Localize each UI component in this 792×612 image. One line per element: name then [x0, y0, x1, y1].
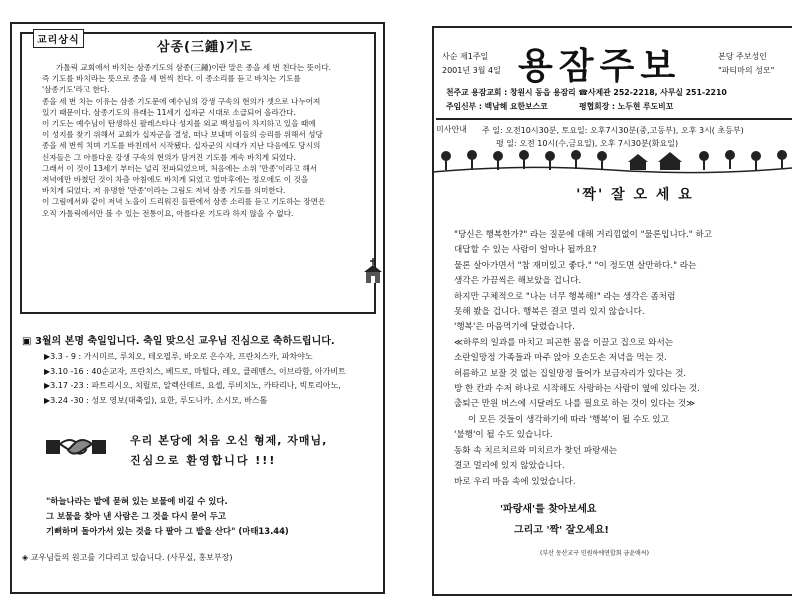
- village-illustration: [432, 146, 792, 176]
- publisher-label: 본당 주보성인: [718, 52, 767, 61]
- mass-sunday: 주 일: 오전10시30분, 토요일: 오후7시30분(중,고등부), 오후 3시( 초등부): [482, 126, 744, 135]
- essay-line: 물론 살아가면서 "참 재미있고 좋다." "이 정도면 살만하다." 라는: [454, 260, 697, 271]
- catechism-line: 그래서 이 것이 13세기 부터는 널리 전파되었으며, 처음에는 소위 '만종'이라고 해서: [42, 163, 318, 173]
- catechism-line: 신자들은 그 아름다운 강생 구속의 현의가 담겨진 기도를 계속 바치게 되었다.: [42, 152, 296, 162]
- issue-label: 사순 제1주일: [442, 52, 489, 61]
- scripture-line: 그 보물을 찾아 낸 사람은 그 것을 다시 묻어 두고: [46, 511, 226, 521]
- masthead-patron: [718, 50, 774, 78]
- catechism-line: 바치게 되었다. 저 유명한 '만종'이라는 그림도 저녁 삼종 기도를 의미한다.: [42, 186, 286, 196]
- welcome-line1: 우리 본당에 처음 오신 형제, 자매님,: [130, 434, 328, 447]
- pastor-label: 주임신부 : 백남해 요한보스코: [446, 102, 548, 111]
- birthday-item: ▶3.10 -16 : 40순교자, 프란치스, 베드로, 마틸다, 레오, 클레멘스, 이브라함, 아가비트: [44, 366, 346, 376]
- essay-line: 대답할 수 있는 사람이 얼마나 될까요?: [454, 245, 597, 256]
- essay-line: 소란일망정 가족들과 마주 앉아 오손도손 저녁을 먹는 것.: [454, 353, 667, 364]
- mass-label: 미사안내: [436, 125, 467, 134]
- birthday-item: ▶3.24 -30 : 성모 영보(대축일), 요한, 루도니카, 소시모, 바스톨: [44, 395, 268, 405]
- church-staff: [446, 100, 727, 114]
- essay-source: (부산 동산교구 민원하에연합회 금윤애씨): [540, 550, 649, 557]
- catechism-line: 오직 가톨릭에서만 볼 수 있는 전통이요, 아름다운 기도라 하지 않을 수 없다.: [42, 208, 294, 218]
- catechism-line: 있기 때문이다. 삼종기도의 유래는 11세기 십자군 시대로 소급되어 올라간다.: [42, 107, 296, 117]
- birthday-item: ▶3.17 -23 : 파트리시오, 치릴로, 알렉산데르, 요셉, 루비치노, 카타리나, 빅토리아노,: [44, 381, 341, 391]
- essay-line: '행복'은 마음먹기에 달렸습니다.: [454, 322, 575, 333]
- essay-line: 동화 속 치르치르와 미치르가 찾던 파랑새는: [454, 445, 618, 456]
- church-address: 천주교 용잠교회 : 창원시 동읍 용잠리 ☎사제관 252-2218, 사무실 251-2210: [446, 88, 727, 97]
- catechism-line: 가톨릭 교회에서 바치는 삼종기도의 삼종(三鍾)이란 말은 종을 세 번 친다는 뜻이다.: [56, 63, 332, 72]
- catechism-line: 이 기도는 예수님이 탄생하신 팔레스타나 성지를 외교 백성들이 차지하고 있을 때에: [42, 119, 316, 129]
- essay-line: 이 모든 것들이 생각하기에 따라 '행복'이 될 수도 있고: [468, 414, 669, 425]
- essay-line: 못해 봤을 겁니다. 행복은 결코 멀리 있지 않습니다.: [454, 307, 645, 318]
- catechism-line: 종을 세 번 치는 이유는 삼종 기도문에 예수님의 강생 구속의 현의가 셋으로 나누어져: [42, 96, 321, 106]
- scripture-line: 기뻐하며 돌아가서 있는 것을 다 팔아 그 밭을 산다" (마태13.44): [46, 526, 289, 536]
- essay-title: '짝' 잘 오 세 요: [576, 187, 694, 203]
- birthday-list: [44, 350, 346, 408]
- masthead-issue: [442, 50, 501, 78]
- handshake-icon: [46, 432, 106, 462]
- catechism-line: 이 그림에서와 같이 저녁 노을이 드리워진 들판에서 삼종 소리를 듣고 기도하는 장면은: [42, 197, 326, 207]
- patron-label: "파티마의 성모": [718, 66, 775, 75]
- catechism-line: 종을 세 번씩 치며 기도를 바친데서 시작됐다. 십자군의 시대가 지난 다음에도 당시의: [42, 141, 321, 151]
- essay-line: 하지만 구체적으로 "나는 너무 행복해!" 라는 생각은 좀처럼: [454, 291, 676, 302]
- catechism-tag: 교리상식: [33, 29, 84, 48]
- welcome-line2: 진심으로 환영합니다 !!!: [130, 454, 277, 467]
- birthday-heading-text: 3월의 본명 축일입니다. 축일 맞으신 교우님 진심으로 축하드립니다.: [34, 336, 335, 347]
- submission-note: ◈ 교우님들의 원고를 기다리고 있습니다. (사무실, 홍보부장): [22, 553, 233, 562]
- birthday-heading: ▣ 3월의 본명 축일입니다. 축일 맞으신 교우님 진심으로 축하드립니다.: [22, 336, 335, 347]
- essay-line: ≪하루의 일과를 마치고 피곤한 몸을 이끌고 집으로 와서는: [454, 337, 674, 348]
- essay-line: 바로 우리 마음 속에 있었습니다.: [454, 476, 576, 487]
- essay-closing-1: '파랑새'를 찾아보세요: [500, 504, 597, 515]
- birthday-item: ▶3.3 - 9 : 가시미르, 루치오, 테오필루, 바오로 은수자, 프란치스카, 파차야노: [44, 352, 313, 361]
- catechism-line: 즉 기도를 바치라는 뜻으로 종을 세 번씩 친다. 이 종소리를 듣고 바치는 기도를: [42, 74, 301, 84]
- scripture-quote: [46, 494, 289, 539]
- catechism-line: 저녁에만 바쳤던 것이 차츰 아침에도 바치게 되었고 얼마후에는 정오에도 이 것을: [42, 175, 309, 185]
- essay-line: "당신은 행복한가?" 라는 질문에 대해 거리낌없이 "물론입니다." 하고: [454, 230, 713, 240]
- header-divider: [436, 118, 792, 120]
- catechism-line: '삼종기도'라고 한다.: [42, 85, 110, 95]
- mass-weekday: 평 일: 오전 10시(수,금요일), 오후 7시30분(화요일): [496, 139, 679, 148]
- church-info: [446, 86, 727, 114]
- council-label: 평협회장 : 노두현 루도비꼬: [579, 102, 674, 111]
- masthead-title: 용잠주보: [518, 45, 682, 87]
- catechism-title: 삼종(三鍾)기도: [156, 40, 254, 55]
- essay-line: 허름하고 보잘 것 없는 집일망정 들어가 보금자리가 있다는 것.: [454, 368, 687, 379]
- catechism-body: [42, 62, 376, 219]
- essay-closing-2: 그리고 '짝' 잘오세요!: [514, 525, 609, 536]
- issue-date: 2001년 3월 4일: [442, 66, 501, 75]
- essay-line: 방 한 칸과 수저 하나로 시작해도 사랑하는 사람이 옆에 있다는 것.: [454, 384, 700, 395]
- essay-line: 결코 멀리에 있지 않았습니다.: [454, 461, 565, 472]
- chapel-icon: [362, 258, 384, 284]
- essay-line: 생각은 가끔씩은 해보았을 겁니다.: [454, 276, 582, 287]
- essay-body: [454, 228, 792, 490]
- scripture-line: "하늘나라는 밭에 묻혀 있는 보물에 비길 수 있다.: [46, 496, 228, 506]
- essay-line: 출퇴근 만원 버스에 시달려도 나를 필요로 하는 것이 있다는 것≫: [454, 399, 696, 410]
- essay-line: '불행'이 될 수도 있습니다.: [454, 430, 553, 441]
- catechism-line: 이 성지를 찾기 위해서 교회가 십자군을 결성, 떠나 보내며 이들의 승리를 위해서 성당: [42, 130, 323, 140]
